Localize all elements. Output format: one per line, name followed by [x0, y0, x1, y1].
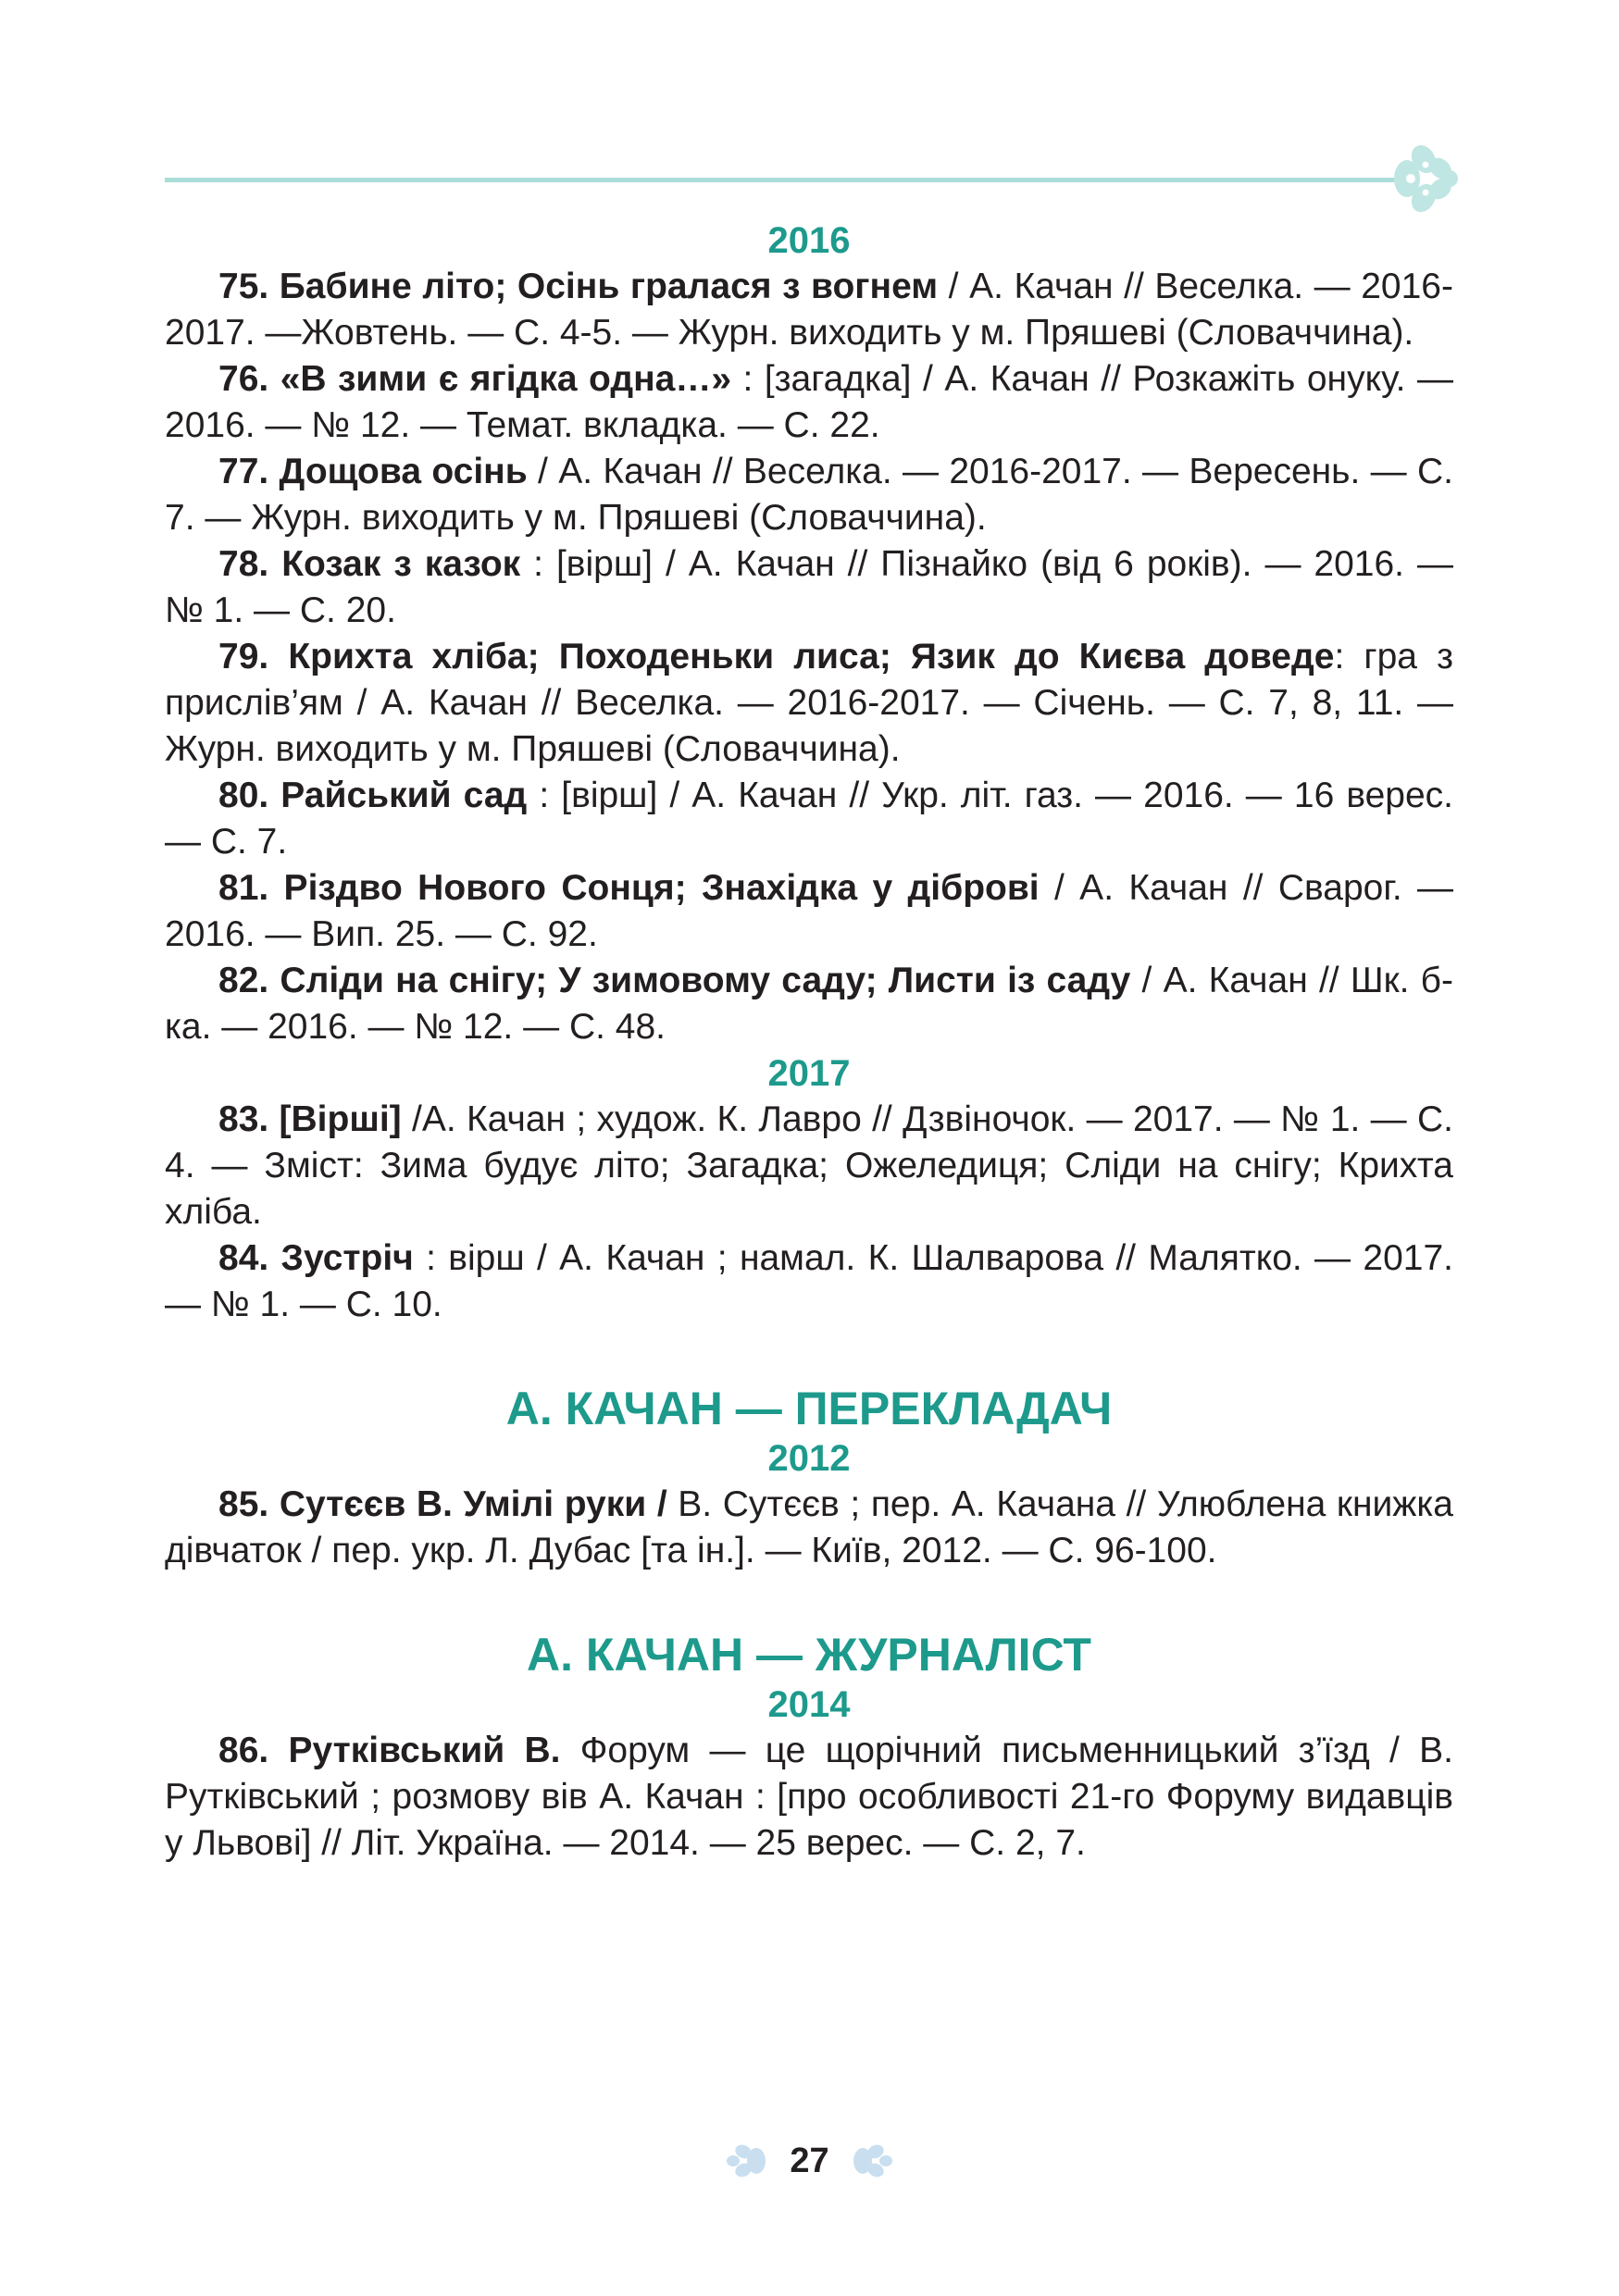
entry-details: В. Сутєєв ; пер. А. Качана // Улюблена книжка дівчаток / пер. укр. Л. Дубас [та ін.]. — Київ, 2012. — С. 96-100.: [165, 1484, 1453, 1570]
entry-details: : [вірш] / А. Качан // Укр. літ. газ. — 2016. — 16 верес. — С. 7.: [165, 776, 1454, 862]
bibliography-content: [165, 217, 1453, 1867]
entry-title: 76. «В зими є ягідка одна…»: [218, 359, 732, 399]
bibliography-entry: [165, 958, 1453, 1050]
year-heading: 2012: [767, 1438, 851, 1479]
bibliography-entry: [165, 356, 1453, 449]
entry-details: : гра з прислів’ям / А. Качан // Веселка. — 2016-2017. — Січень. — С. 7, 8, 11. — Журн. виходить у м. Пряшеві (Словаччина).: [165, 637, 1453, 769]
bibliography-entry: [165, 541, 1453, 634]
bibliography-entry: [165, 264, 1453, 356]
entry-title: 78. Козак з казок: [218, 544, 521, 584]
section-title: А. КАЧАН — ЖУРНАЛІСТ: [527, 1629, 1091, 1681]
entry-details: : [загадка] / А. Качан // Розкажіть онуку. — 2016. — № 12. — Темат. вкладка. — С. 22.: [165, 359, 1453, 445]
bibliography-entry: [165, 634, 1453, 773]
entry-details: / А. Качан // Сварог. — 2016. — Вип. 25. — С. 92.: [165, 868, 1453, 954]
entry-details: / А. Качан // Шк. б-ка. — 2016. — № 12. — С. 48.: [165, 961, 1454, 1047]
entry-details: : вірш / А. Качан ; намал. К. Шалварова // Малятко. — 2017. — № 1. — С. 10.: [165, 1238, 1453, 1324]
year-heading: 2016: [767, 220, 851, 261]
entry-title: 86. Рутківський В.: [218, 1731, 561, 1770]
entry-title: 81. Різдво Нового Сонця; Знахідка у діброві: [218, 868, 1040, 908]
bibliography-entry: [165, 1097, 1453, 1235]
header-rule: [165, 178, 1396, 182]
year-heading: 2014: [767, 1684, 851, 1725]
flower-ornament-left-icon: [725, 2141, 777, 2181]
bibliography-entry: [165, 773, 1453, 865]
entry-details: /А. Качан ; худож. К. Лавро // Дзвіночок. — 2017. — № 1. — С. 4. — Зміст: Зима будує літо; Загадка; Ожеледиця; Сліди на снігу; Крихта хліба.: [165, 1099, 1453, 1232]
entry-title: 77. Дощова осінь: [218, 452, 528, 491]
entry-title: 80. Райський сад: [218, 776, 528, 815]
year-heading: 2017: [767, 1053, 851, 1094]
bibliography-entry: [165, 1235, 1453, 1328]
section-title: А. КАЧАН — ПЕРЕКЛАДАЧ: [505, 1383, 1113, 1434]
entry-title: 82. Сліди на снігу; У зимовому саду; Листи із саду: [218, 961, 1131, 1000]
entry-details: / А. Качан // Веселка. — 2016-2017. — Вересень. — С. 7. — Журн. виходить у м. Пряшеві (Словаччина).: [165, 452, 1454, 538]
bibliography-entry: [165, 1728, 1453, 1867]
entry-title: 84. Зустріч: [218, 1238, 414, 1278]
entry-details: Форум — це щорічний письменницький з’їзд / В. Рутківський ; розмову вів А. Качан : [про особливості 21-го Форуму видавців у Львові] // Літ. Україна. — 2014. — 25 верес. — С. 2, 7.: [165, 1731, 1453, 1863]
page-footer: [0, 2133, 1619, 2189]
entry-details: : [вірш] / А. Качан // Пізнайко (від 6 років). — 2016. — № 1. — С. 20.: [165, 544, 1453, 630]
entry-details: / А. Качан // Веселка. — 2016-2017. —Жовтень. — С. 4-5. — Журн. виходить у м. Пряшеві (Словаччина).: [165, 267, 1453, 353]
flower-ornament-right-icon: [842, 2141, 894, 2181]
bibliography-entry: [165, 1482, 1453, 1574]
entry-title: 75. Бабине літо; Осінь гралася з вогнем: [218, 267, 939, 306]
page-number: 27: [790, 2141, 829, 2180]
entry-title: 85. Сутєєв В. Умілі руки /: [218, 1484, 667, 1524]
flower-ornament-icon: [1379, 137, 1463, 220]
bibliography-entry: [165, 865, 1453, 958]
entry-title: 83. [Вірші]: [218, 1099, 402, 1139]
entry-title: 79. Крихта хліба; Походеньки лиса; Язик до Києва доведе: [218, 637, 1335, 676]
bibliography-entry: [165, 449, 1453, 541]
